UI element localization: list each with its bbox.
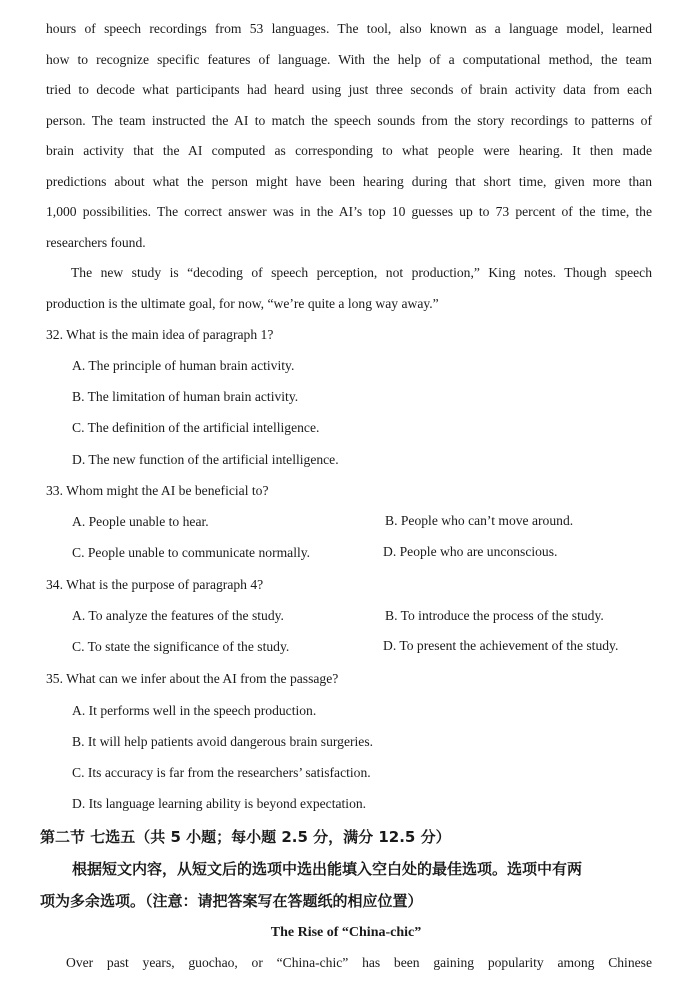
passage-line: person. The team instructed the AI to match the speech sounds from the story recordings to patterns of — [46, 113, 652, 128]
question-32-option-d[interactable]: D. The new function of the artificial intelligence. — [72, 452, 339, 467]
question-35-option-d[interactable]: D. Its language learning ability is beyond expectation. — [72, 796, 367, 811]
question-34-option-b[interactable]: B. To introduce the process of the study. — [385, 608, 604, 623]
passage-line: predictions about what the person might have been hearing during that short time, given more than — [46, 174, 652, 189]
passage-line: brain activity that the AI computed as corresponding to what people were hearing. It then made — [46, 143, 652, 158]
passage-line: researchers found. — [46, 235, 146, 250]
question-35-option-b[interactable]: B. It will help patients avoid dangerous brain surgeries. — [72, 734, 374, 749]
passage-line: how to recognize specific features of language. With the help of a computational method, the team — [46, 52, 652, 67]
question-33-option-c[interactable]: C. People unable to communicate normally. — [72, 545, 311, 560]
question-34-option-c[interactable]: C. To state the significance of the study. — [72, 639, 290, 654]
section-heading: 第二节 七选五（共 5 小题；每小题 2.5 分，满分 12.5 分） — [40, 828, 451, 846]
question-34-option-a[interactable]: A. To analyze the features of the study. — [72, 608, 284, 623]
question-35-stem: 35. What can we infer about the AI from the passage? — [46, 671, 339, 686]
question-33-option-a[interactable]: A. People unable to hear. — [72, 514, 209, 529]
passage-line: tried to decode what participants had heard using just three seconds of brain activity data from each — [46, 82, 652, 97]
question-33-stem: 33. Whom might the AI be beneficial to? — [46, 483, 269, 498]
question-32-option-a[interactable]: A. The principle of human brain activity. — [72, 358, 295, 373]
question-34-stem: 34. What is the purpose of paragraph 4? — [46, 577, 264, 592]
passage-line: 1,000 possibilities. The correct answer was in the AI’s top 10 guesses up to 73 percent of the time, the — [46, 204, 652, 219]
passage-first-line: Over past years, guochao, or “China-chic” has been gaining popularity among Chinese — [66, 955, 652, 970]
passage-line: production is the ultimate goal, for now, “we’re quite a long way away.” — [46, 296, 439, 311]
passage-title: The Rise of “China-chic” — [270, 925, 422, 940]
question-35-option-a[interactable]: A. It performs well in the speech production. — [72, 703, 317, 718]
question-33-option-d[interactable]: D. People who are unconscious. — [383, 544, 558, 559]
section-instructions: 根据短文内容，从短文后的选项中选出能填入空白处的最佳选项。选项中有两 — [72, 860, 583, 878]
passage-line: hours of speech recordings from 53 languages. The tool, also known as a language model, learned — [46, 21, 652, 36]
section-instructions: 项为多余选项。（注意：请把答案写在答题纸的相应位置） — [40, 892, 423, 910]
question-33-option-b[interactable]: B. People who can’t move around. — [385, 513, 574, 528]
question-32-stem: 32. What is the main idea of paragraph 1? — [46, 327, 274, 342]
question-35-option-c[interactable]: C. Its accuracy is far from the researchers’ satisfaction. — [72, 765, 371, 780]
question-32-option-c[interactable]: C. The definition of the artificial intelligence. — [72, 420, 320, 435]
passage-line: The new study is “decoding of speech perception, not production,” King notes. Though speech — [71, 265, 652, 280]
question-34-option-d[interactable]: D. To present the achievement of the study. — [383, 638, 619, 653]
question-32-option-b[interactable]: B. The limitation of human brain activity. — [72, 389, 299, 404]
